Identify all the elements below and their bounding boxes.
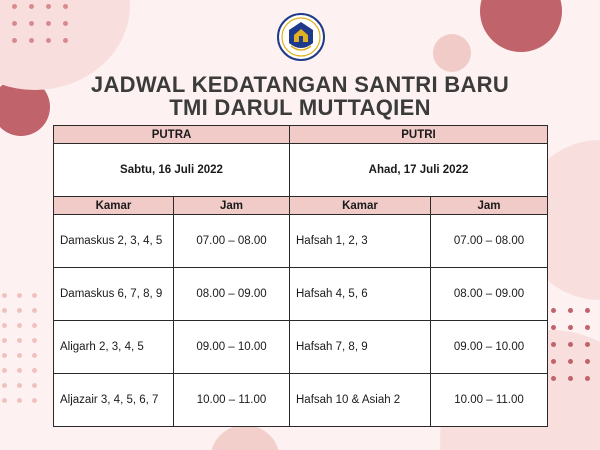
- putra-jam-cell: 08.00 – 09.00: [174, 268, 290, 321]
- decor-dot: [29, 21, 34, 26]
- decor-dot: [551, 308, 556, 313]
- decor-dot: [2, 353, 7, 358]
- putra-jam-cell: 07.00 – 08.00: [174, 215, 290, 268]
- group-header-row: [54, 126, 548, 144]
- putri-jam-cell: 07.00 – 08.00: [431, 215, 548, 268]
- table-row: [54, 374, 548, 427]
- decor-dot: [32, 368, 37, 373]
- table-row: [54, 215, 548, 268]
- decor-dot: [551, 359, 556, 364]
- decor-dot: [29, 38, 34, 43]
- decor-dot: [551, 376, 556, 381]
- decor-dot: [17, 308, 22, 313]
- decor-dot: [29, 4, 34, 9]
- decor-dot: [2, 323, 7, 328]
- decor-dot: [46, 38, 51, 43]
- arrival-schedule-table: [53, 125, 548, 427]
- column-header-kamar-putri: Kamar: [290, 197, 431, 215]
- column-header-jam-putra: Jam: [174, 197, 290, 215]
- group-header-putri: PUTRI: [290, 126, 548, 144]
- putri-jam-cell: 09.00 – 10.00: [431, 321, 548, 374]
- decor-dot: [2, 338, 7, 343]
- putri-jam-cell: 08.00 – 09.00: [431, 268, 548, 321]
- decor-dot: [585, 308, 590, 313]
- putri-kamar-cell: Hafsah 7, 8, 9: [290, 321, 431, 374]
- column-header-kamar-putra: Kamar: [54, 197, 174, 215]
- decor-dot: [32, 338, 37, 343]
- decor-dot: [46, 4, 51, 9]
- decor-dots-top-left: [12, 4, 80, 55]
- decor-dot: [17, 338, 22, 343]
- decor-dot: [17, 383, 22, 388]
- decor-dot: [12, 21, 17, 26]
- putri-kamar-cell: Hafsah 10 & Asiah 2: [290, 374, 431, 427]
- decor-dots-right: [551, 308, 600, 393]
- date-putra: Sabtu, 16 Juli 2022: [54, 144, 290, 197]
- date-row: [54, 144, 548, 197]
- decor-dot: [63, 38, 68, 43]
- decor-dot: [63, 21, 68, 26]
- decor-dot: [568, 376, 573, 381]
- decor-dot: [2, 398, 7, 403]
- putra-kamar-cell: Aljazair 3, 4, 5, 6, 7: [54, 374, 174, 427]
- decor-dot: [32, 383, 37, 388]
- decor-dot: [2, 308, 7, 313]
- putri-kamar-cell: Hafsah 4, 5, 6: [290, 268, 431, 321]
- putra-jam-cell: 10.00 – 11.00: [174, 374, 290, 427]
- decor-dot: [63, 4, 68, 9]
- decor-dot: [585, 342, 590, 347]
- putri-jam-cell: 10.00 – 11.00: [431, 374, 548, 427]
- decor-dot: [17, 323, 22, 328]
- putra-jam-cell: 09.00 – 10.00: [174, 321, 290, 374]
- decor-dot: [46, 21, 51, 26]
- decor-dot: [32, 308, 37, 313]
- decor-dot: [551, 325, 556, 330]
- decor-dot: [2, 368, 7, 373]
- putra-kamar-cell: Damaskus 2, 3, 4, 5: [54, 215, 174, 268]
- decor-dot: [2, 383, 7, 388]
- decor-circle-bottom: [210, 425, 280, 450]
- putra-kamar-cell: Damaskus 6, 7, 8, 9: [54, 268, 174, 321]
- decor-dot: [32, 353, 37, 358]
- putra-kamar-cell: Aligarh 2, 3, 4, 5: [54, 321, 174, 374]
- decor-dot: [585, 376, 590, 381]
- decor-dot: [17, 293, 22, 298]
- decor-dot: [32, 323, 37, 328]
- page-title-line2: TMI DARUL MUTTAQIEN: [169, 95, 431, 120]
- decor-dot: [568, 342, 573, 347]
- table-row: [54, 268, 548, 321]
- putri-kamar-cell: Hafsah 1, 2, 3: [290, 215, 431, 268]
- decor-dot: [32, 293, 37, 298]
- page-title-line1: JADWAL KEDATANGAN SANTRI BARU: [90, 72, 510, 97]
- date-putri: Ahad, 17 Juli 2022: [290, 144, 548, 197]
- decor-dots-bottom-left: [2, 293, 47, 413]
- decor-dot: [17, 353, 22, 358]
- column-header-jam-putri: Jam: [431, 197, 548, 215]
- decor-circle-top-right: [480, 0, 562, 52]
- decor-dot: [568, 359, 573, 364]
- decor-dot: [12, 4, 17, 9]
- decor-dot: [2, 293, 7, 298]
- decor-dot: [12, 38, 17, 43]
- decor-dot: [585, 359, 590, 364]
- decor-dot: [568, 325, 573, 330]
- decor-dot: [17, 368, 22, 373]
- school-emblem-icon: [277, 13, 325, 61]
- column-header-row: [54, 197, 548, 215]
- table-row: [54, 321, 548, 374]
- group-header-putra: PUTRA: [54, 126, 290, 144]
- decor-circle-small-top-right: [433, 34, 471, 72]
- decor-dot: [585, 325, 590, 330]
- decor-dot: [17, 398, 22, 403]
- decor-dot: [568, 308, 573, 313]
- decor-dot: [32, 398, 37, 403]
- decor-dot: [551, 342, 556, 347]
